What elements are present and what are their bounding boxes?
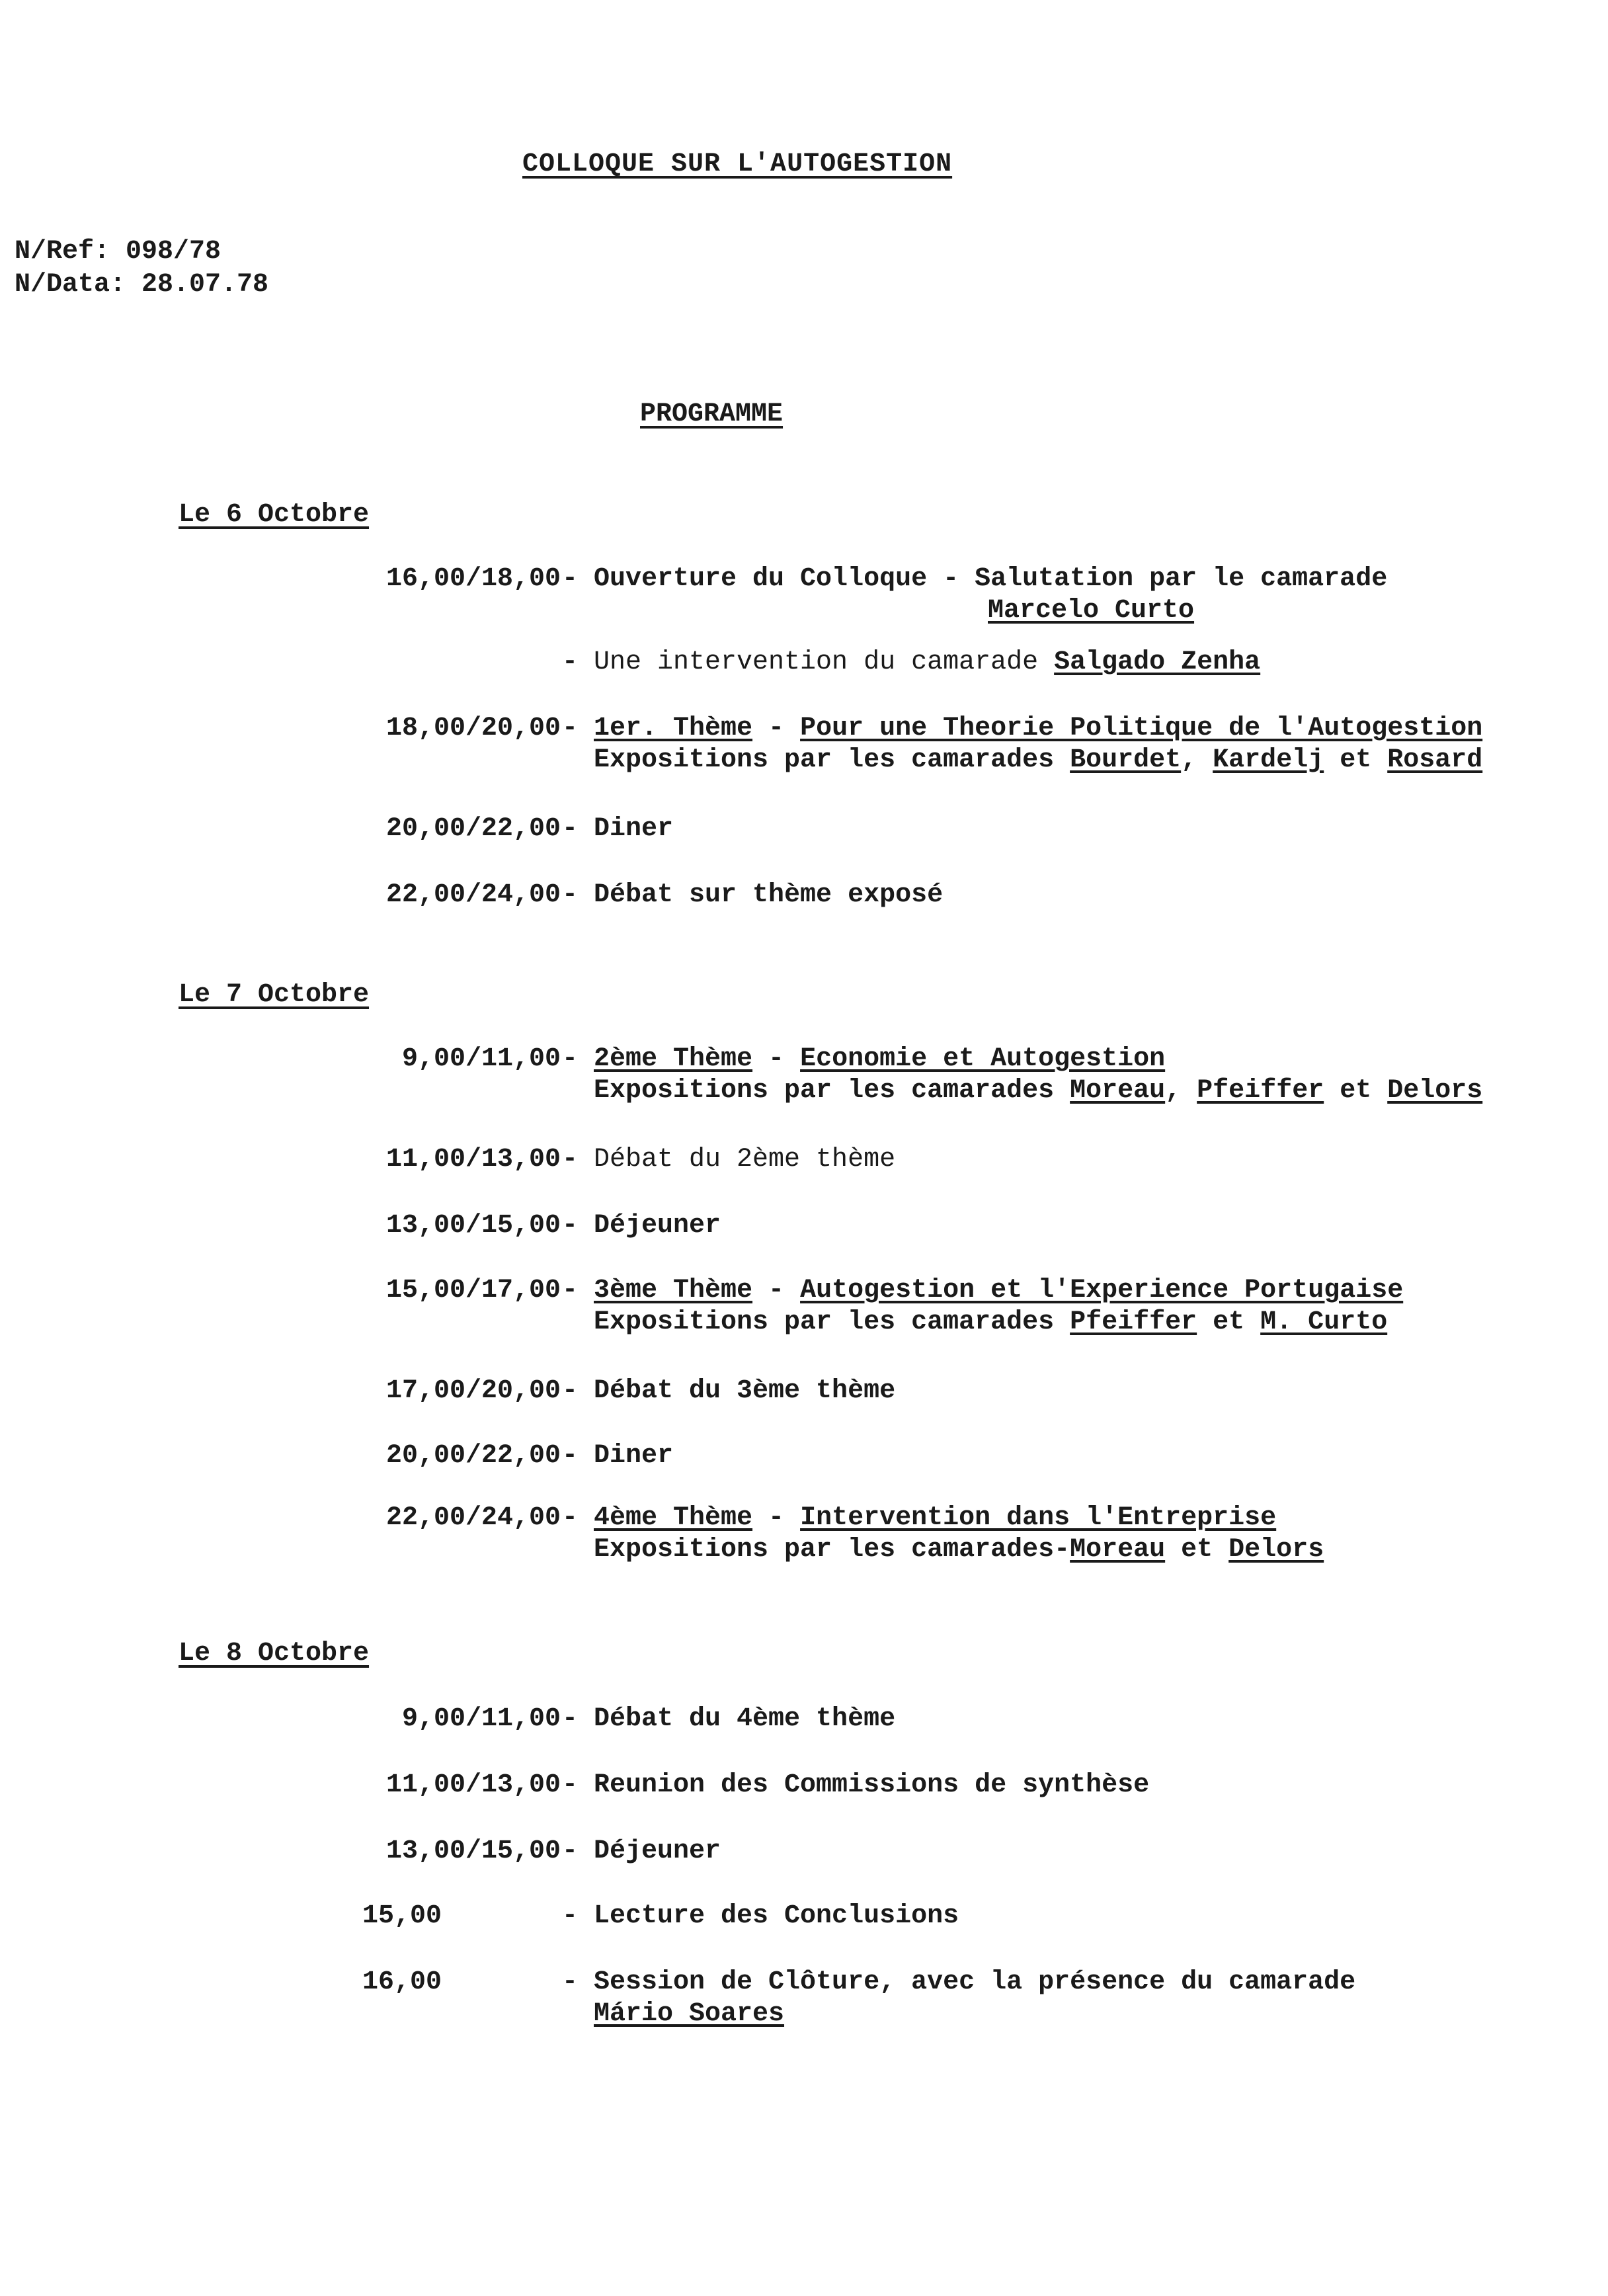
schedule-text: Débat du 2ème thème (594, 1145, 896, 1174)
speaker-name: Pfeiffer (1197, 1076, 1324, 1106)
schedule-dash: - (562, 714, 579, 743)
day-heading-6-octobre: Le 6 Octobre (179, 500, 370, 530)
schedule-time: 22,00/24,00 (385, 1503, 561, 1533)
expositions-line (594, 1534, 1324, 1566)
schedule-dash: - (562, 1836, 579, 1866)
theme-title: Economie et Autogestion (800, 1044, 1166, 1074)
theme-line (594, 1275, 1403, 1307)
speaker-name: Kardelj (1213, 745, 1324, 775)
schedule-dash: - (562, 1967, 579, 1997)
theme-line (594, 713, 1482, 745)
speaker-name: Pfeiffer (1070, 1307, 1197, 1337)
speaker-separator: , (1181, 745, 1213, 775)
theme-label: 3ème Thème (594, 1276, 753, 1305)
schedule-dash: - (562, 647, 579, 677)
schedule-dash: - (562, 564, 579, 594)
day-heading-7-octobre: Le 7 Octobre (179, 980, 370, 1010)
programme-heading: PROGRAMME (640, 399, 784, 429)
speaker-separator: et (1165, 1535, 1229, 1565)
reference-date: N/Data: 28.07.78 (15, 270, 269, 300)
expositions-line (594, 1307, 1387, 1338)
schedule-speaker: Marcelo Curto (988, 596, 1195, 626)
schedule-speaker: Salgado Zenha (1054, 647, 1261, 677)
schedule-dash: - (562, 1145, 579, 1174)
schedule-text: Débat sur thème exposé (594, 880, 944, 910)
schedule-time: 16,00/18,00 (385, 564, 561, 594)
schedule-text: Ouverture du Colloque - Salutation par le camarade (594, 564, 1388, 594)
theme-line (594, 1502, 1276, 1534)
theme-label: 4ème Thème (594, 1503, 753, 1533)
expositions-prefix: Expositions par les camarades (594, 745, 1070, 775)
schedule-dash: - (562, 1044, 579, 1074)
expositions-line (594, 745, 1482, 776)
schedule-dash: - (562, 1441, 579, 1471)
schedule-text: Reunion des Commissions de synthèse (594, 1770, 1150, 1800)
schedule-dash: - (562, 1901, 579, 1931)
schedule-dash: - (562, 814, 579, 844)
schedule-text: Déjeuner (594, 1211, 721, 1241)
schedule-time: 13,00/15,00 (385, 1836, 561, 1866)
schedule-text: Session de Clôture, avec la présence du camarade (594, 1967, 1356, 1997)
schedule-text: Lecture des Conclusions (594, 1901, 959, 1931)
theme-label: 2ème Thème (594, 1044, 753, 1074)
schedule-time: 11,00/13,00 (385, 1770, 561, 1800)
schedule-time: 9,00/11,00 (401, 1044, 561, 1074)
speaker-name: Delors (1228, 1535, 1324, 1565)
schedule-time: 20,00/22,00 (385, 1441, 561, 1471)
schedule-time: 11,00/13,00 (385, 1145, 561, 1174)
speaker-separator: et (1324, 1076, 1388, 1106)
schedule-speaker: Mário Soares (594, 1999, 785, 2029)
day-heading-8-octobre: Le 8 Octobre (179, 1639, 370, 1668)
theme-separator: - (752, 1276, 801, 1305)
theme-title: Pour une Theorie Politique de l'Autogestion (800, 714, 1483, 743)
schedule-dash: - (562, 1704, 579, 1734)
speaker-separator: et (1197, 1307, 1261, 1337)
intervention-label: Une intervention du camarade (594, 647, 1055, 677)
schedule-dash: - (562, 1770, 579, 1800)
theme-separator: - (752, 1503, 801, 1533)
schedule-dash: - (562, 1276, 579, 1305)
speaker-name: M. Curto (1260, 1307, 1388, 1337)
expositions-prefix: Expositions par les camarades (594, 1076, 1070, 1106)
speaker-separator: et (1324, 745, 1388, 775)
schedule-time: 18,00/20,00 (385, 714, 561, 743)
speaker-name: Bourdet (1070, 745, 1182, 775)
theme-separator: - (752, 714, 801, 743)
schedule-time: 15,00 (362, 1901, 442, 1931)
theme-title: Intervention dans l'Entreprise (800, 1503, 1277, 1533)
schedule-text: Diner (594, 814, 674, 844)
expositions-line (594, 1075, 1482, 1107)
speaker-separator: , (1165, 1076, 1197, 1106)
schedule-time: 22,00/24,00 (385, 880, 561, 910)
schedule-text: Diner (594, 1441, 674, 1471)
speaker-name: Moreau (1070, 1535, 1166, 1565)
schedule-dash: - (562, 1376, 579, 1406)
reference-number: N/Ref: 098/78 (15, 237, 221, 266)
speaker-name: Rosard (1387, 745, 1483, 775)
theme-separator: - (752, 1044, 801, 1074)
speaker-name: Delors (1387, 1076, 1483, 1106)
expositions-prefix: Expositions par les camarades (594, 1307, 1070, 1337)
theme-title: Autogestion et l'Experience Portugaise (800, 1276, 1404, 1305)
schedule-time: 20,00/22,00 (385, 814, 561, 844)
schedule-dash: - (562, 1211, 579, 1241)
schedule-text: Débat du 4ème thème (594, 1704, 896, 1734)
schedule-dash: - (562, 1503, 579, 1533)
schedule-time: 13,00/15,00 (385, 1211, 561, 1241)
schedule-dash: - (562, 880, 579, 910)
schedule-text (594, 647, 1260, 678)
schedule-text: Déjeuner (594, 1836, 721, 1866)
schedule-time: 16,00 (362, 1967, 442, 1997)
document-title: COLLOQUE SUR L'AUTOGESTION (522, 149, 953, 179)
schedule-time: 17,00/20,00 (385, 1376, 561, 1406)
schedule-time: 15,00/17,00 (385, 1276, 561, 1305)
speaker-name: Moreau (1070, 1076, 1166, 1106)
theme-line (594, 1044, 1165, 1075)
schedule-time: 9,00/11,00 (401, 1704, 561, 1734)
schedule-text: Débat du 3ème thème (594, 1376, 896, 1406)
expositions-prefix: Expositions par les camarades- (594, 1535, 1070, 1565)
theme-label: 1er. Thème (594, 714, 753, 743)
